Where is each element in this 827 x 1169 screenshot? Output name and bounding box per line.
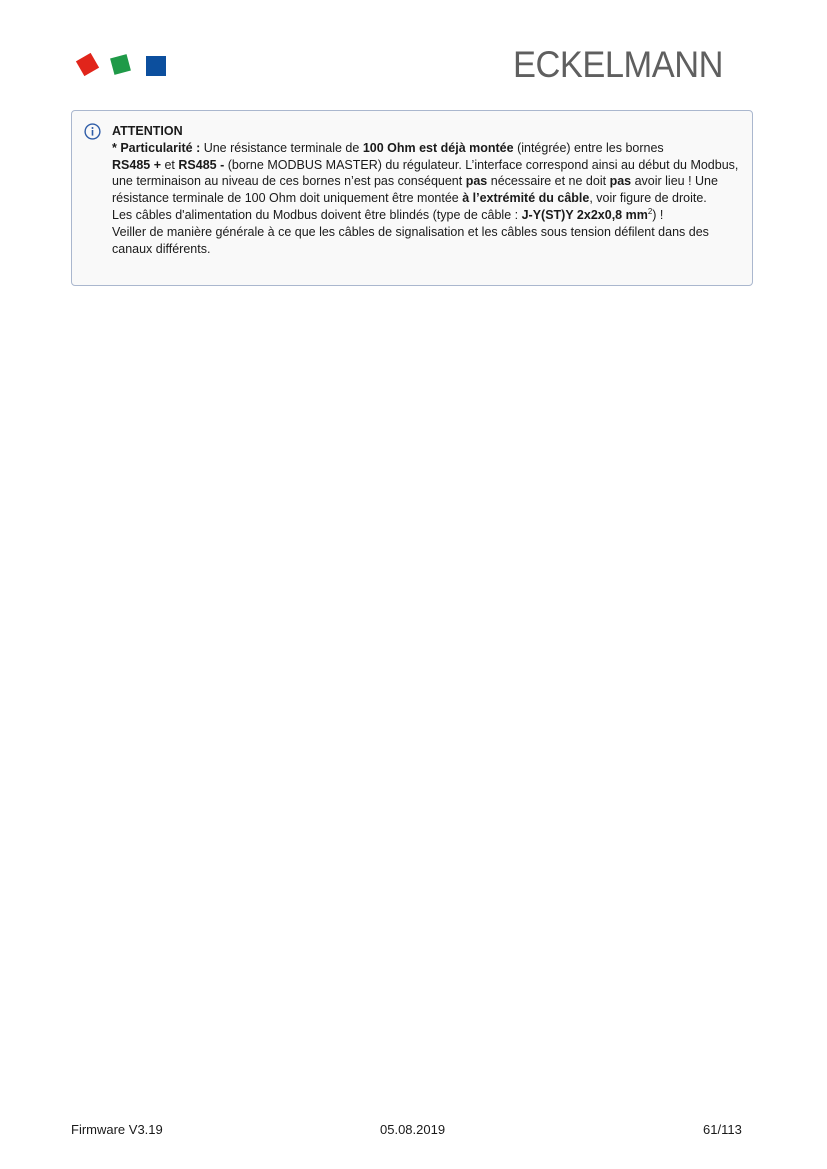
info-icon [84, 123, 101, 140]
footer-date: 05.08.2019 [380, 1122, 446, 1137]
footer-firmware: Firmware V3.19 [71, 1122, 163, 1137]
logo-green-square [110, 54, 131, 75]
attention-paragraph-1: * Particularité : Une résistance terminale de 100 Ohm est déjà montée (intégrée) entre les bornes RS485 + et RS485 - (borne MODBUS MASTER) du régulateur. L’interface correspond ainsi au début du Modbus, une terminaison au niveau de ces bornes n’est pas conséquent pas nécessaire et ne doit pas avoir lieu ! Une résistance terminale de 100 Ohm doit uniquement être montée à l’extrémité du câble, voir figure de droite. [112, 140, 739, 206]
cable-type: J-Y(ST)Y 2x2x0,8 mm [521, 207, 648, 222]
footer-page-number: 61/113 [703, 1122, 742, 1137]
attention-paragraph-2: Les câbles d'alimentation du Modbus doivent être blindés (type de câble : J-Y(ST)Y 2x2x0,8 $mm^2$) ! Veiller de manière générale à ce que les câbles de signalisation et les câbles sous tension défilent dans des canaux différents. [112, 206, 709, 256]
attention-title: ATTENTION [112, 124, 183, 138]
particularity-label: * Particularité : [112, 140, 201, 155]
eckelmann-logo [72, 50, 170, 80]
attention-panel [71, 110, 753, 286]
attention-body [112, 123, 742, 257]
logo-blue-square [146, 56, 166, 76]
brand-wordmark: ECKELMANN [513, 44, 723, 85]
logo-red-square [76, 53, 99, 76]
